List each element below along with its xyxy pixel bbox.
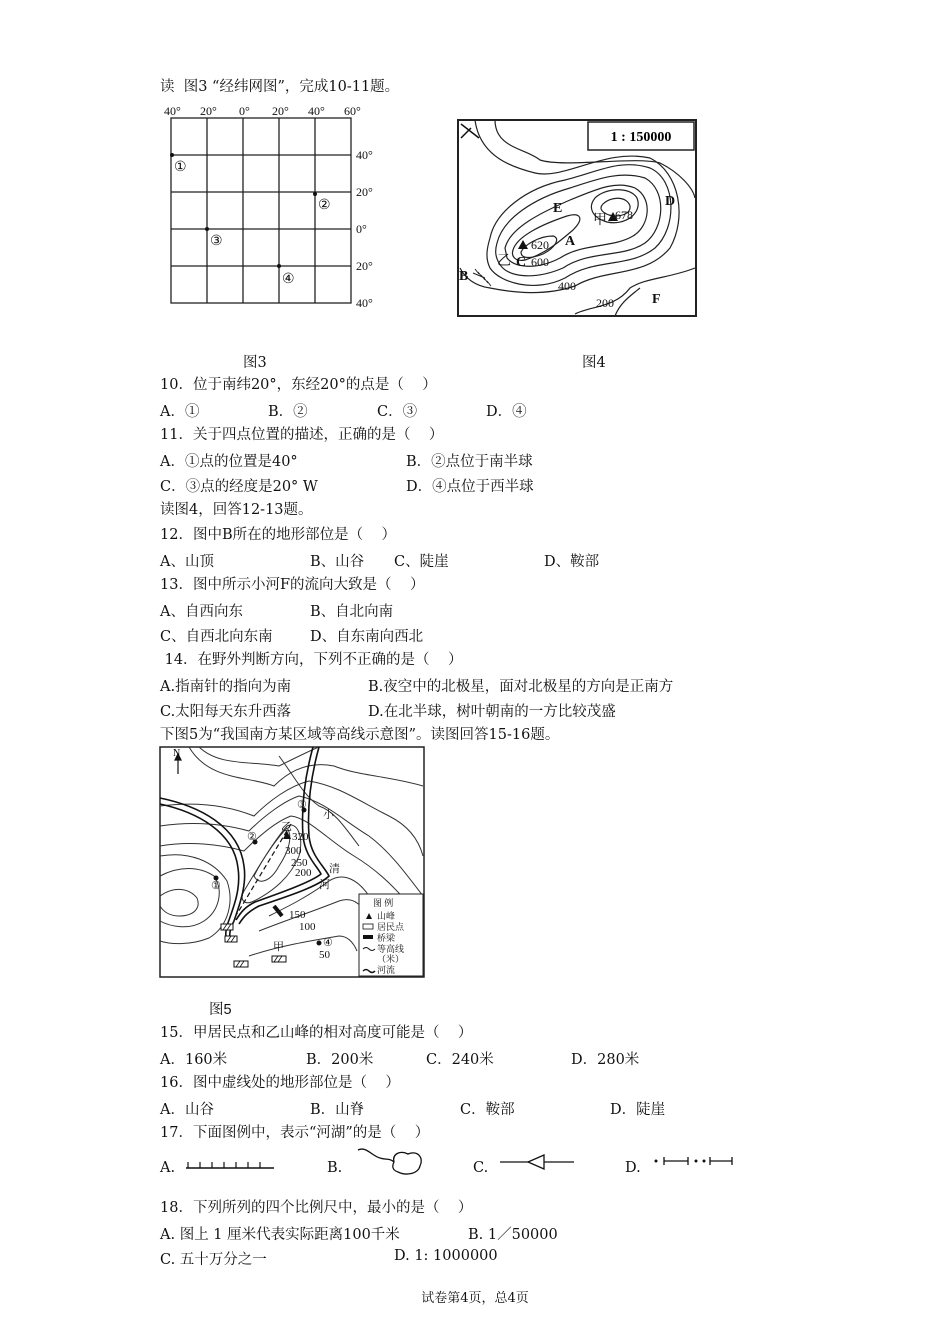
q12-option-d[interactable]: D、鞍部 [544, 554, 600, 570]
lon-label: 60° [344, 104, 361, 118]
north-label: N [173, 748, 181, 759]
label-E: E [553, 201, 563, 216]
svg-text:图 例: 图 例 [373, 898, 394, 908]
q18-option-a[interactable]: A. 图上 1 厘米代表实际距离100千米 [160, 1227, 400, 1243]
label-400: 400 [558, 279, 576, 293]
q14-option-d[interactable]: D.在北半球，树叶朝南的一方比较茂盛 [368, 704, 616, 720]
q15-option-a[interactable]: A．160米 [160, 1052, 228, 1068]
lat-label: 20° [356, 185, 373, 199]
question-18: 18．下列所列的四个比例尺中，最小的是（ ） [160, 1200, 473, 1216]
q10-option-d[interactable]: D．④ [486, 404, 527, 420]
question-14: 14．在野外判断方向，下列不正确的是（ ） [160, 652, 463, 668]
q13-option-a[interactable]: A、自西向东 [160, 604, 243, 620]
figure-3-graticule [162, 104, 382, 316]
lon-label: 40° [164, 104, 181, 118]
label-678: 678 [615, 208, 633, 222]
q16-option-d[interactable]: D．陡崖 [610, 1102, 666, 1118]
fig5-point-4: ④ [323, 937, 333, 949]
river-lake-symbol-icon [354, 1144, 426, 1178]
q12-option-c[interactable]: C、陡崖 [394, 554, 449, 570]
q10-option-b[interactable]: B．② [268, 404, 308, 420]
fig5-river-qing: 清 [329, 863, 340, 875]
q15-option-b[interactable]: B．200米 [306, 1052, 374, 1068]
lon-label: 0° [239, 104, 250, 118]
q13-option-d[interactable]: D、自东南向西北 [310, 629, 424, 645]
figure-5-contour-map [159, 746, 426, 979]
fig5-label-yi: 乙 [281, 821, 292, 833]
page-footer: 试卷第4页，总4页 [421, 1291, 529, 1306]
fig5-label-200: 200 [295, 867, 312, 879]
q13-option-b[interactable]: B、自北向南 [310, 604, 394, 620]
figure-5-caption: 图5 [209, 1002, 232, 1018]
point-3: ③ [210, 234, 223, 249]
intro-fig5: 下图5为“我国南方某区域等高线示意图”。读图回答15-16题。 [160, 727, 560, 743]
q18-option-d[interactable]: D. 1: 1000000 [394, 1248, 498, 1264]
q11-option-a[interactable]: A．①点的位置是40° [160, 454, 298, 470]
fig5-label-jia: 甲 [273, 941, 284, 953]
lat-label: 0° [356, 222, 367, 236]
fig5-river-he: 河 [319, 879, 330, 891]
lat-label: 40° [356, 296, 373, 310]
figure-4-contour-map [455, 118, 700, 318]
lon-label: 20° [272, 104, 289, 118]
question-10: 10．位于南纬20°，东经20°的点是（ ） [160, 377, 437, 393]
figure-3-caption: 图3 [243, 355, 267, 371]
q10-option-a[interactable]: A．① [160, 404, 200, 420]
fig5-point-3: ③ [297, 799, 307, 811]
q17-option-c[interactable]: C. [473, 1160, 489, 1176]
label-B: B [459, 269, 469, 284]
q16-option-c[interactable]: C．鞍部 [460, 1102, 515, 1118]
q17-option-a[interactable]: A. [160, 1160, 176, 1176]
question-13: 13．图中所示小河F的流向大致是（ ） [160, 577, 425, 593]
intro-fig3: 读 图3 “经纬网图”，完成10-11题。 [160, 79, 400, 95]
label-C: C [516, 255, 527, 270]
fig5-river-xiao: 小 [323, 809, 334, 821]
question-12: 12．图中B所在的地形部位是（ ） [160, 527, 397, 543]
q14-option-c[interactable]: C.太阳每天东升西落 [160, 704, 292, 720]
fig5-point-1: ① [211, 880, 221, 892]
fig5-label-50: 50 [319, 949, 330, 961]
lat-label: 40° [356, 148, 373, 162]
lat-label: 20° [356, 259, 373, 273]
label-D: D [665, 194, 676, 209]
lon-label: 40° [308, 104, 325, 118]
fig5-label-250: 250 [291, 857, 308, 869]
question-16: 16．图中虚线处的地形部位是（ ） [160, 1075, 400, 1091]
svg-text:（米）: （米） [377, 954, 405, 964]
scale-label: 1 : 150000 [610, 130, 672, 145]
label-600: 600 [531, 255, 549, 269]
q11-option-c[interactable]: C．③点的经度是20° W [160, 479, 318, 495]
point-4: ④ [282, 272, 295, 287]
q18-option-b[interactable]: B. 1／50000 [468, 1227, 558, 1243]
q11-option-b[interactable]: B．②点位于南半球 [406, 454, 533, 470]
question-15: 15．甲居民点和乙山峰的相对高度可能是（ ） [160, 1025, 473, 1041]
fig5-label-320: 320 [292, 831, 309, 843]
question-11: 11．关于四点位置的描述，正确的是（ ） [160, 427, 444, 443]
q18-option-c[interactable]: C. 五十万分之一 [160, 1252, 267, 1268]
figure-4-caption: 图4 [582, 355, 606, 371]
q11-option-d[interactable]: D．④点位于西半球 [406, 479, 534, 495]
svg-text:等高线: 等高线 [377, 944, 405, 954]
fig5-label-100: 100 [299, 921, 316, 933]
fig5-label-300: 300 [285, 845, 302, 857]
flag-arrow-symbol-icon [498, 1152, 578, 1172]
label-200: 200 [596, 296, 614, 310]
boundary-symbol-icon [650, 1153, 736, 1169]
lon-label: 20° [200, 104, 217, 118]
intro-fig4: 读图4，回答12-13题。 [160, 502, 313, 518]
svg-text:居民点: 居民点 [377, 922, 405, 932]
question-17: 17．下面图例中，表示“河湖”的是（ ） [160, 1125, 430, 1141]
q17-option-b[interactable]: B. [327, 1160, 343, 1176]
svg-text:桥梁: 桥梁 [377, 933, 396, 943]
label-jia: 甲 [593, 213, 607, 228]
svg-text:河流: 河流 [377, 965, 396, 975]
q15-option-c[interactable]: C．240米 [426, 1052, 494, 1068]
fig5-legend [359, 894, 423, 976]
q10-option-c[interactable]: C．③ [377, 404, 418, 420]
q17-option-d[interactable]: D. [625, 1160, 641, 1176]
q16-option-b[interactable]: B．山脊 [310, 1102, 365, 1118]
label-620: 620 [531, 238, 549, 252]
label-F: F [652, 292, 661, 307]
label-A: A [565, 234, 576, 249]
q14-option-b[interactable]: B.夜空中的北极星，面对北极星的方向是正南方 [368, 679, 674, 695]
q16-option-a[interactable]: A．山谷 [160, 1102, 214, 1118]
q12-option-b[interactable]: B、山谷 [310, 554, 365, 570]
q14-option-a[interactable]: A.指南针的指向为南 [160, 679, 292, 695]
svg-text:山峰: 山峰 [377, 911, 396, 921]
railway-symbol-icon [184, 1158, 278, 1172]
point-1: ① [174, 160, 187, 175]
fig5-label-150: 150 [289, 909, 306, 921]
q15-option-d[interactable]: D．280米 [571, 1052, 640, 1068]
label-yi: 乙 [497, 254, 511, 269]
q12-option-a[interactable]: A、山顶 [160, 554, 214, 570]
q13-option-c[interactable]: C、自西北向东南 [160, 629, 273, 645]
fig5-point-2: ② [247, 831, 257, 843]
point-2: ② [318, 198, 331, 213]
